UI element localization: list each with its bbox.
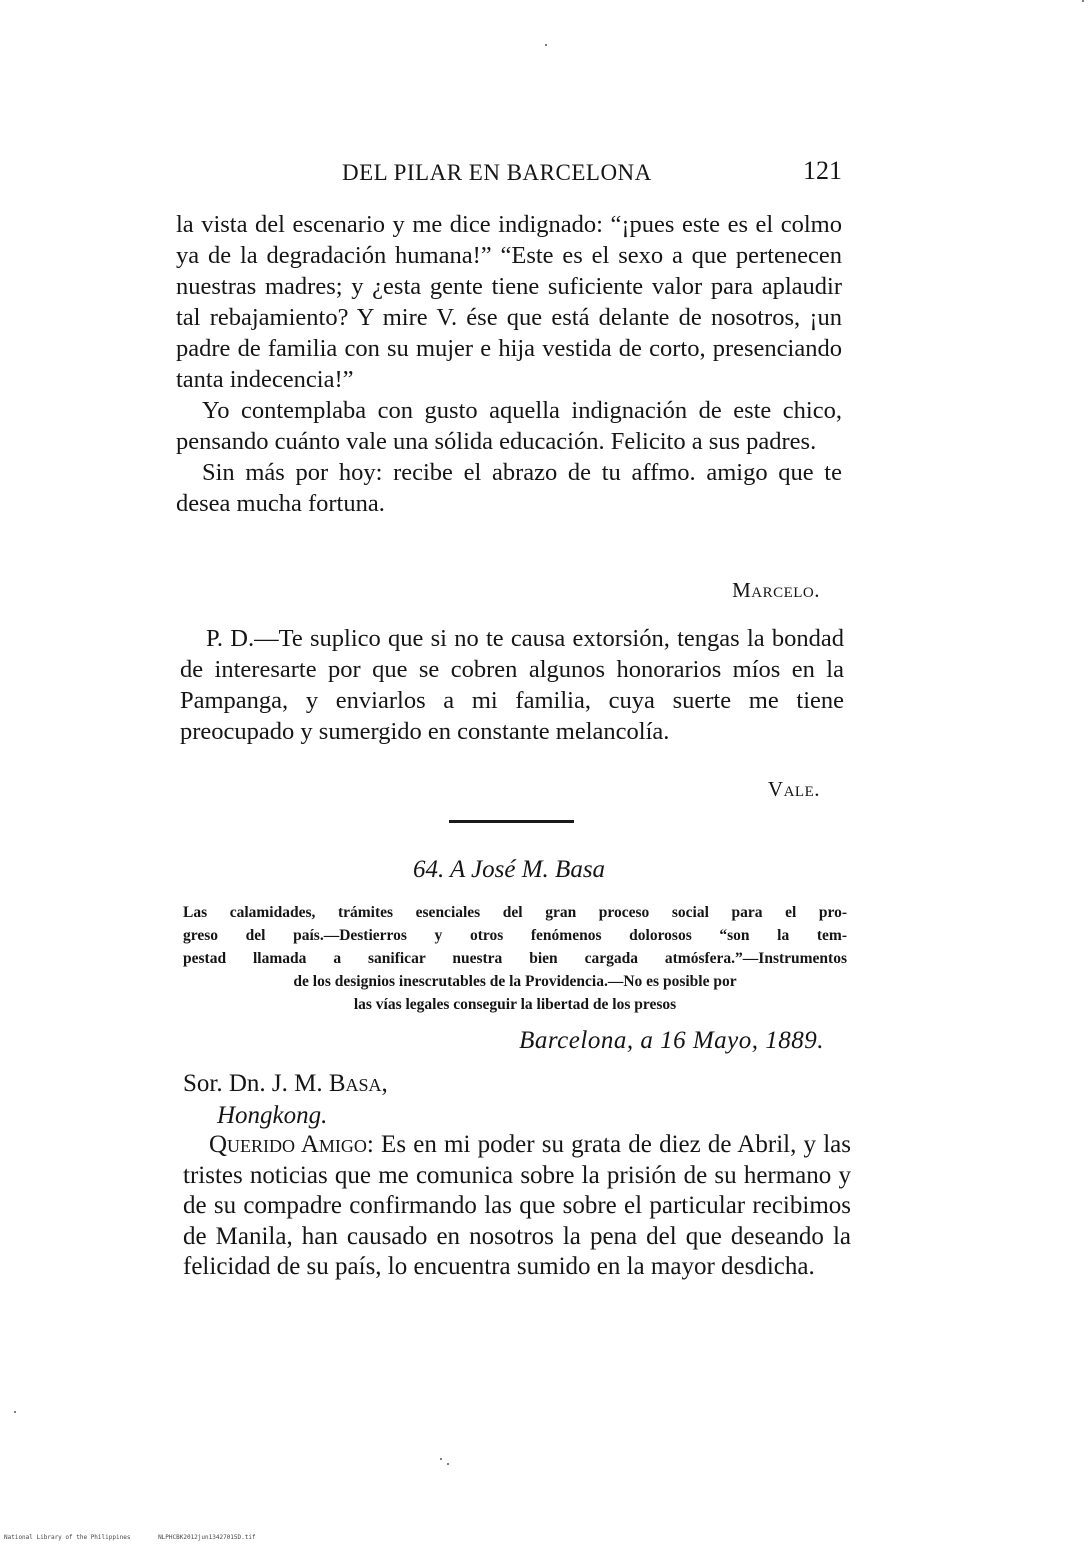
running-title: DEL PILAR EN BARCELONA [342, 160, 652, 185]
postscript: P. D.—Te suplico que si no te causa extorsión, tengas la bondad de interesarte por que se cobren algunos honorarios míos en la Pampanga, y enviarlos a mi familia, cuya suerte me tiene preocupado y sumergido en constante melancolía. [180, 625, 844, 745]
scan-speck [14, 1411, 16, 1413]
summary-line: Las calamidades, trámites esenciales del gran proceso social para el pro- [183, 904, 847, 921]
continued-letter-body [176, 209, 842, 519]
letter-opening-text: Es en mi poder su grata de diez de Abril, y las tristes noticias que me comunica sobre la prisión de su hermano y de su compadre confirmando las que sobre el particular recibimos de Manila, han causado en nosotros la pena del que deseando la felicidad de su país, lo encuentra sumido en la mayor desdicha. [183, 1131, 851, 1280]
recipient-name: Basa, [328, 1070, 388, 1097]
recipient-prefix: Sor. Dn. J. M. [183, 1070, 329, 1097]
paragraph-contemplation: Yo contemplaba con gusto aquella indignación de este chico, pensando cuánto vale una sólida educación. Felicito a sus padres. [176, 397, 842, 455]
closing-vale: Vale. [767, 777, 820, 801]
running-header [176, 156, 842, 188]
letter-opening-paragraph [183, 1130, 851, 1283]
section-divider [449, 820, 574, 823]
letter-title: 64. A José M. Basa [412, 856, 606, 883]
signature: Marcelo. [732, 578, 820, 602]
scan-speck [447, 1463, 449, 1465]
paragraph-farewell: Sin más por hoy: recibe el abrazo de tu affmo. amigo que te desea mucha fortuna. [176, 459, 842, 517]
footer-library: National Library of the Philippines [4, 1534, 131, 1541]
scan-footer [4, 1534, 280, 1541]
recipient [183, 1068, 388, 1100]
signature-block [176, 578, 820, 603]
scan-speck [440, 1458, 442, 1460]
letter-summary [183, 901, 847, 1016]
closing-block [176, 777, 820, 802]
page-number: 121 [803, 156, 842, 185]
paragraph-continued: la vista del escenario y me dice indignado: “¡pues este es el colmo ya de la degradación humana!” “Este es el sexo a que pertenecen nuestras madres; y ¿esta gente tiene suficiente valor para aplaudir tal rebajamiento? Y mire V. ése que está delante de nosotros, ¡un padre de familia con su mujer e hija vestida de corto, presenciando tanta indecencia!” [176, 211, 842, 393]
letter-body [183, 1130, 851, 1283]
summary-line: pestad llamada a sanificar nuestra bien cargada atmósfera.”—Instrumentos [183, 950, 847, 967]
scan-speck [545, 44, 547, 46]
scan-speck [1082, 0, 1084, 2]
recipient-address [183, 1068, 388, 1132]
recipient-place: Hongkong. [217, 1102, 328, 1129]
footer-file-id: NLPHCBK2012jun13427015D.tif [158, 1534, 256, 1541]
salutation: Querido Amigo: [209, 1131, 374, 1158]
summary-line: las vías legales conseguir la libertad de los presos [353, 996, 677, 1013]
postscript-block [180, 623, 844, 747]
summary-line: de los designios inescrutables de la Providencia.—No es posible por [293, 973, 737, 990]
letter-dateline: Barcelona, a 16 Mayo, 1889. [519, 1027, 824, 1054]
summary-line: greso del país.—Destierros y otros fenómenos dolorosos “son la tem- [183, 927, 847, 944]
